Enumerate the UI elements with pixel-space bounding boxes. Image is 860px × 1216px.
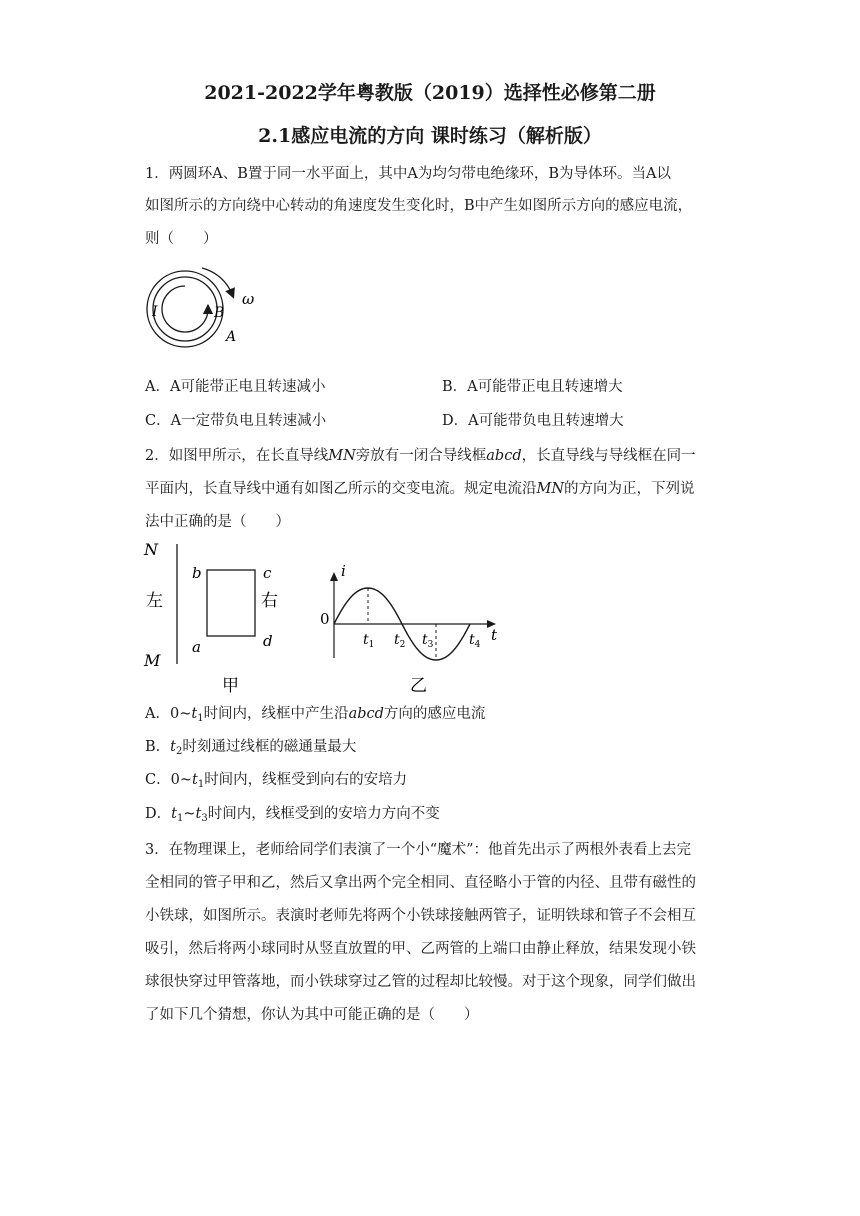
- q1-line3: 则（ ）: [145, 231, 218, 247]
- q2-line1: 2．如图甲所示，在长直导线MN旁放有一闭合导线框abcd，长直导线与导线框在同一: [145, 448, 696, 464]
- label-t4: $t_4$: [469, 632, 481, 650]
- omega-arrow: [202, 268, 232, 294]
- label-t3: $t_3$: [422, 632, 434, 650]
- label-d: d: [263, 632, 273, 650]
- label-b: B: [214, 305, 225, 321]
- ring-b-current: [162, 286, 208, 332]
- q3-line3: 小铁球，如图所示。表演时老师先将两个小铁球接触两管子，证明铁球和管子不会相互: [145, 908, 696, 924]
- q3-line6: 了如下几个猜想，你认为其中可能正确的是（ ）: [145, 1007, 479, 1023]
- caption-jia: 甲: [222, 676, 239, 696]
- label-a: A: [226, 329, 237, 345]
- label-right: 右: [261, 591, 278, 611]
- label-t2: $t_2$: [394, 632, 406, 650]
- q1-option-a: A．A可能带正电且转速减小: [145, 379, 326, 395]
- label-omega: ω: [242, 290, 255, 308]
- q1-option-d: D．A可能带负电且转速增大: [442, 413, 624, 429]
- q2-line3: 法中正确的是（ ）: [145, 514, 290, 530]
- q3-line5: 球很快穿过甲管落地，而小铁球穿过乙管的过程却比较慢。对于这个现象，同学们做出: [145, 974, 696, 990]
- label-i: I: [152, 304, 158, 320]
- document-subtitle: 2.1感应电流的方向 课时练习（解析版）: [258, 125, 602, 147]
- label-a: a: [192, 638, 201, 656]
- label-b: b: [192, 564, 202, 582]
- q1-ring-figure: [140, 262, 270, 352]
- axis-i-arrow: [330, 572, 338, 581]
- q1-line2: 如图所示的方向绕中心转动的角速度发生变化时，B中产生如图所示方向的感应电流，: [145, 198, 693, 214]
- q2-option-b: B．$t_2$时刻通过线框的磁通量最大: [145, 739, 357, 757]
- label-left: 左: [146, 591, 163, 611]
- document-title: 2021-2022学年粤教版（2019）选择性必修第二册: [204, 82, 656, 104]
- ring-a-outer: [147, 271, 223, 347]
- caption-yi: 乙: [410, 676, 427, 696]
- q1-line1: 1．两圆环A、B置于同一水平面上，其中A为均匀带电绝缘环，B为导体环。当A以: [145, 166, 671, 182]
- q2-option-d: D．$t_1\sim t_3$时间内，线框受到的安培力方向不变: [145, 806, 440, 824]
- q2-figures: [140, 538, 520, 698]
- label-n: N: [144, 540, 158, 559]
- q2-line2: 平面内，长直导线中通有如图乙所示的交变电流。规定电流沿MN的方向为正，下列说: [145, 481, 695, 497]
- label-t1: $t_1$: [363, 632, 375, 650]
- label-t: t: [491, 626, 498, 644]
- q3-line2: 全相同的管子甲和乙，然后又拿出两个完全相同、直径略小于管的内径、且带有磁性的: [145, 875, 696, 891]
- q1-option-c: C．A一定带负电且转速减小: [145, 413, 327, 429]
- label-m: M: [144, 651, 161, 670]
- wire-frame-abcd: [207, 570, 255, 636]
- label-i: i: [341, 562, 346, 580]
- q1-option-b: B．A可能带正电且转速增大: [442, 379, 623, 395]
- q3-line4: 吸引，然后将两小球同时从竖直放置的甲、乙两管的上端口由静止释放，结果发现小铁: [145, 941, 696, 957]
- q3-line1: 3．在物理课上，老师给同学们表演了一个小“魔术”：他首先出示了两根外表看上去完: [145, 842, 692, 858]
- label-c: c: [263, 564, 272, 582]
- q2-option-a: A．$0\sim t_1$时间内，线框中产生沿abcd方向的感应电流: [145, 706, 486, 724]
- label-zero: 0: [320, 610, 330, 628]
- q2-option-c: C．$0\sim t_1$时间内，线框受到向右的安培力: [145, 772, 408, 790]
